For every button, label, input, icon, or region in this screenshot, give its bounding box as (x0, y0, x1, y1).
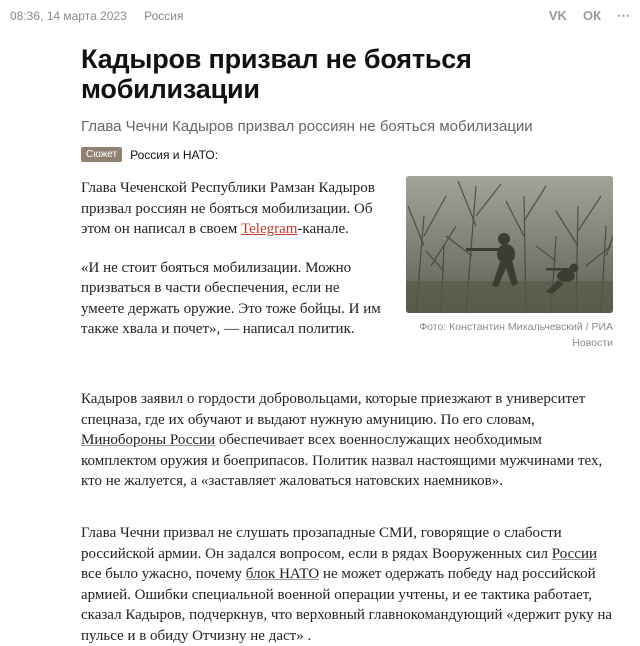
paragraph-2: «И не стоит бояться мобилизации. Можно призваться в части обеспечения, если не умеете держать оружие. Это тоже бойцы. И им также хвала и почет», — написал политик. (81, 259, 381, 337)
article (81, 44, 616, 644)
publish-datetime: 08:36, 14 марта 2023 (10, 9, 127, 23)
vk-icon[interactable]: VK (548, 8, 567, 23)
article-photo[interactable] (406, 176, 613, 313)
telegram-link[interactable]: Telegram (241, 221, 298, 237)
photo-caption: Фото: Константин Михальчевский / РИА Новости (419, 321, 613, 349)
social-share (549, 8, 630, 24)
paragraph-1-text: Глава Чеченской Республики Рамзан Кадыров призвал россиян не бояться мобилизации. Об этом он написал в своем (81, 180, 375, 237)
paragraph-3-end: обеспечивает всех военнослужащих необходимым комплектом оружия и боеприпасов. Политик назвал настоящими мужчинами тех, кто не жалуется, а «заставляет жаловаться натовских наемников». (81, 432, 603, 489)
mod-russia-link[interactable]: Минобороны России (81, 432, 216, 448)
paragraph-4-mid: все было ужасно, почему (81, 566, 246, 582)
russia-link[interactable]: России (551, 545, 598, 562)
paragraph-4 (81, 523, 616, 646)
paragraph-1 (81, 178, 386, 240)
paragraph-3 (81, 389, 616, 492)
nato-link[interactable]: блок НАТО (245, 566, 320, 582)
odnoklassniki-icon[interactable]: ОК (582, 8, 601, 23)
article-title: Кадыров призвал не бояться мобилизации (81, 44, 472, 104)
top-bar (0, 0, 640, 34)
story-tags (81, 147, 616, 162)
soldiers-photo-icon (406, 176, 613, 313)
category-link[interactable]: Россия (144, 9, 184, 23)
story-link[interactable]: Россия и НАТО: (130, 147, 219, 162)
story-badge: Сюжет (81, 147, 122, 162)
paragraph-4-text: Глава Чечни призвал не слушать прозападные СМИ, говорящие о слабости российской армии. Он задался вопросом, если в рядах Вооруженных сил (81, 525, 562, 562)
lead-column (81, 178, 386, 358)
article-meta (10, 9, 183, 23)
paragraph-4-end: не может одержать победу над российской армией. Ошибки специальной военной операции учтены, и ее тактика работает, сказал Кадыров, подчеркнув, что верховный главнокомандующий «держит руку на пульсе и в обиду Отчизну не даст» . (81, 566, 613, 644)
paragraph-3-text: Кадыров заявил о гордости добровольцами, которые приезжают в университет спецназа, где их обучают и выдают нужную амуницию. По его словам, (81, 391, 586, 428)
paragraph-1-end: -канале. (297, 221, 349, 237)
article-subtitle: Глава Чечни Кадыров призвал россиян не бояться мобилизации (81, 118, 533, 135)
article-figure (406, 176, 613, 351)
share-more-icon[interactable]: ⋯ (617, 8, 630, 23)
